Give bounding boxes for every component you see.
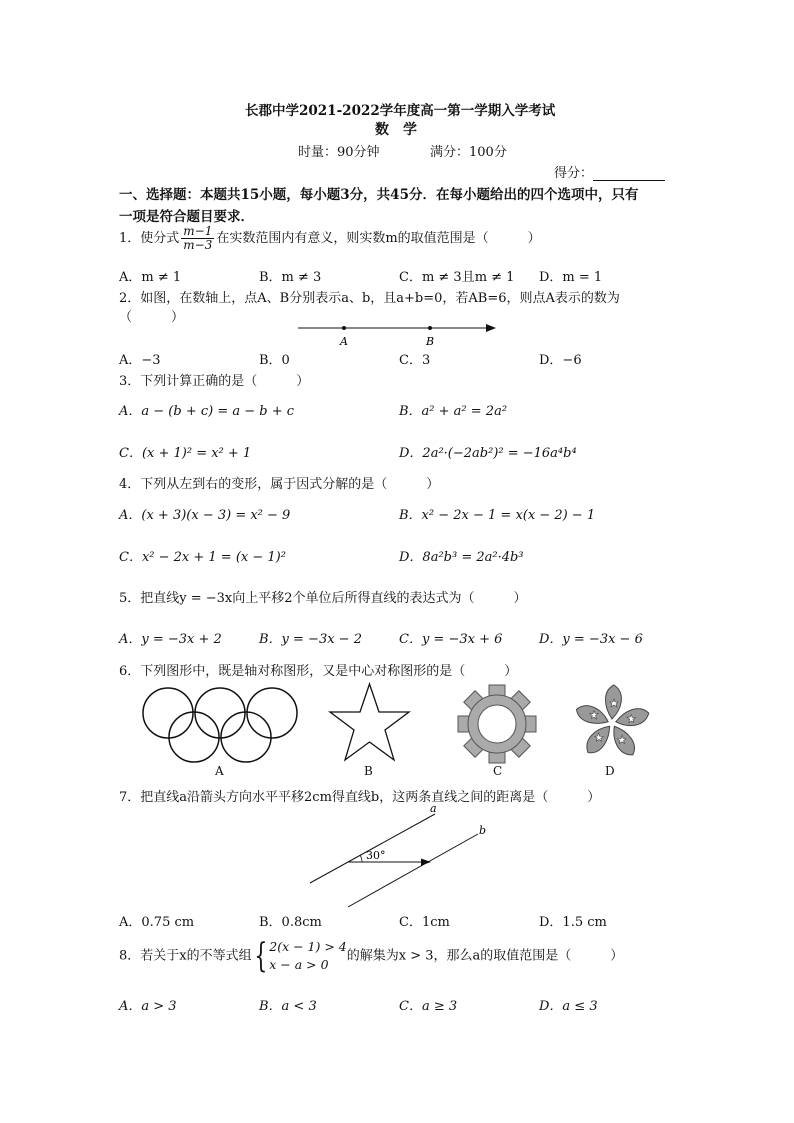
q4-option-a: A．(x + 3)(x − 3) = x² − 9 [119,508,291,523]
q2-option-b: B．0 [259,353,290,368]
q1-option-a: A．m ≠ 1 [119,270,182,285]
q1-prefix: 1．使分式 [119,231,180,246]
line-b-label: b [479,824,487,837]
section-heading-line1: 一、选择题：本题共15小题，每小题3分，共45分．在每小题给出的四个选项中，只有 [119,187,639,203]
q6-label-a: A [215,764,224,778]
question-8 [119,938,623,974]
subject-title: 数 学 [375,122,417,138]
q6-label-d: D [605,764,615,778]
q8-option-c: C．a ≥ 3 [399,999,458,1014]
q3-option-d: D．2a²·(−2ab²)² = −16a⁴b⁴ [399,446,577,461]
q1-frac-num: m−1 [183,224,213,238]
full-score: 满分：100分 [430,145,507,160]
section-heading-line2: 一项是符合题目要求． [119,209,254,225]
score-blank [593,168,665,181]
gear-figure [456,683,538,765]
q5-option-c: C．y = −3x + 6 [399,632,503,647]
number-line-figure [290,318,510,350]
q2-text-line2: （ ） [119,310,185,325]
angle-label: 30° [366,849,386,862]
q1-option-d: D．m = 1 [539,270,603,285]
q3-option-c: C．(x + 1)² = x² + 1 [119,446,252,461]
q8-system-line1: 2(x − 1) > 4 [269,939,347,954]
point-a-label: A [340,335,348,348]
time-limit: 时量：90分钟 [298,145,380,160]
q8-suffix: 的解集为x > 3，那么a的取值范围是（ ） [346,948,624,964]
q2-option-d: D．−6 [539,353,582,368]
q2-option-a: A．−3 [119,353,161,368]
q1-option-b: B．m ≠ 3 [259,270,322,285]
question-4: 4．下列从左到右的变形，属于因式分解的是（ ） [119,477,440,492]
q6-label-c: C [493,764,503,778]
q1-suffix: 在实数范围内有意义，则实数m的取值范围是（ ） [216,231,541,246]
point-b-label: B [426,335,435,348]
q5-option-b: B．y = −3x − 2 [259,632,362,647]
score-field [554,162,665,181]
q7-option-d: D．1.5 cm [539,915,607,930]
exam-title: 长郡中学2021-2022学年度高一第一学期入学考试 [245,103,556,119]
q5-option-a: A．y = −3x + 2 [119,632,222,647]
q4-option-c: C．x² − 2x + 1 = (x − 1)² [119,550,286,565]
q8-brace: { [253,936,267,976]
score-label: 得分： [554,166,594,181]
q1-fraction [181,225,214,252]
q3-option-a: A．a − (b + c) = a − b + c [119,404,295,419]
line-a-label: a [430,802,437,815]
q4-option-d: D．8a²b³ = 2a²·4b³ [399,550,524,565]
question-1 [119,225,541,252]
q4-option-b: B．x² − 2x − 1 = x(x − 2) − 1 [399,508,596,523]
q2-text-line1: 2．如图，在数轴上，点A、B分别表示a、b，且a+b=0，若AB=6，则点A表示的数为 [119,291,620,306]
question-3: 3．下列计算正确的是（ ） [119,374,310,389]
q7-option-a: A．0.75 cm [119,915,195,930]
bauhinia-figure [570,682,654,764]
star-figure [327,682,412,764]
q8-option-a: A．a > 3 [119,999,177,1014]
question-5: 5．把直线y = −3x向上平移2个单位后所得直线的表达式为（ ） [119,591,527,606]
parallel-lines-figure [300,800,500,915]
q8-system-line2: x − a > 0 [269,957,329,972]
q1-frac-den: m−3 [183,238,213,252]
q8-prefix: 8．若关于x的不等式组 [119,948,252,964]
q2-option-c: C．3 [399,353,431,368]
q8-option-b: B．a < 3 [259,999,317,1014]
q6-label-b: B [364,764,373,778]
q3-option-b: B．a² + a² = 2a² [399,404,508,419]
q7-option-c: C．1cm [399,915,450,930]
question-7: 7．把直线a沿箭头方向水平平移2cm得直线b，这两条直线之间的距离是（ ） [119,790,601,805]
question-6: 6．下列图形中，既是轴对称图形，又是中心对称图形的是（ ） [119,664,518,679]
q5-option-d: D．y = −3x − 6 [539,632,643,647]
q7-option-b: B．0.8cm [259,915,322,930]
q8-option-d: D．a ≤ 3 [539,999,598,1014]
q8-system [269,938,347,974]
q1-option-c: C．m ≠ 3且m ≠ 1 [399,270,515,285]
